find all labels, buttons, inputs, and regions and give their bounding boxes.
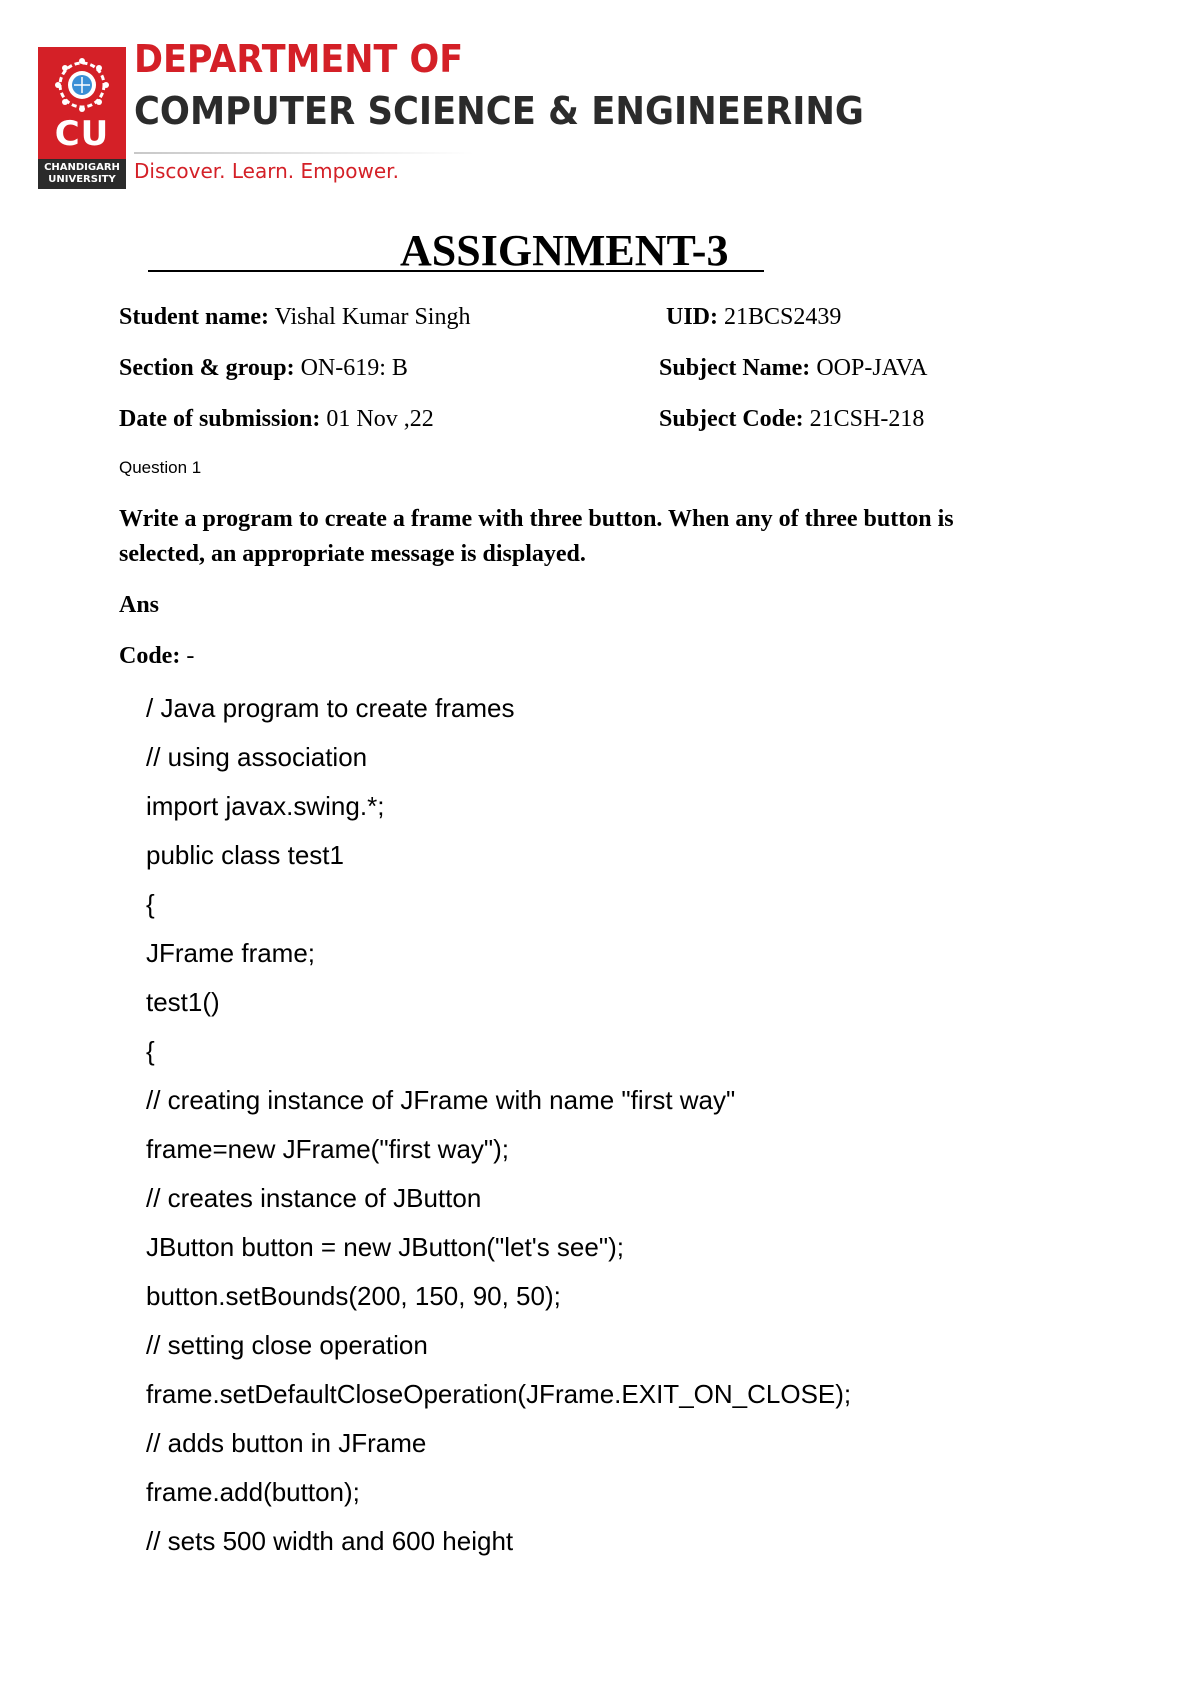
question-text: Write a program to create a frame with three button. When any of three button is selected, an appropriate message is displayed.	[119, 506, 954, 567]
section-row	[119, 353, 408, 383]
code-line: // sets 500 width and 600 height	[146, 1526, 514, 1556]
answer-label: Ans	[119, 592, 160, 618]
date-value: 01 Nov ,22	[326, 406, 434, 432]
department-title-line2: COMPUTER SCIENCE & ENGINEERING	[134, 89, 864, 133]
uid-value: 21BCS2439	[724, 304, 842, 330]
logo-university-label	[38, 159, 126, 189]
code-line: // creates instance of JButton	[146, 1183, 482, 1213]
subject-code-value: 21CSH-218	[809, 406, 925, 432]
code-line: // creating instance of JFrame with name "first way"	[146, 1085, 736, 1115]
code-line: frame=new JFrame("first way");	[146, 1134, 510, 1164]
code-line: public class test1	[146, 840, 344, 870]
code-line: button.setBounds(200, 150, 90, 50);	[146, 1281, 561, 1311]
section-label: Section & group:	[119, 355, 295, 381]
code-line: frame.add(button);	[146, 1477, 360, 1507]
code-line: // setting close operation	[146, 1330, 428, 1360]
code-line: / Java program to create frames	[146, 693, 515, 723]
subject-code-label: Subject Code:	[659, 406, 804, 432]
logo-subtext-1: CHANDIGARH	[44, 162, 120, 173]
student-name-value: Vishal Kumar Singh	[274, 304, 471, 330]
subject-name-row	[659, 353, 927, 383]
uid-row	[666, 302, 841, 332]
code-line: {	[146, 1036, 155, 1066]
code-label-suffix: -	[180, 643, 195, 669]
uid-label: UID:	[666, 304, 718, 330]
gear-emblem-icon	[52, 55, 112, 115]
question-number: Question 1	[119, 458, 202, 477]
header-divider	[134, 152, 474, 154]
logo-subtext-2: UNIVERSITY	[48, 174, 116, 185]
department-title-line1: DEPARTMENT OF	[134, 37, 464, 81]
code-line: import javax.swing.*;	[146, 791, 385, 821]
logo-text: CU	[54, 114, 110, 154]
code-label: Code:	[119, 643, 181, 669]
date-label: Date of submission:	[119, 406, 321, 432]
student-name-row	[119, 302, 470, 332]
code-line: JFrame frame;	[146, 938, 316, 968]
code-heading	[119, 641, 194, 671]
student-name-label: Student name:	[119, 304, 270, 330]
code-line: {	[146, 889, 155, 919]
section-value: ON-619: B	[300, 355, 408, 381]
subject-name-value: OOP-JAVA	[816, 355, 928, 381]
code-line: JButton button = new JButton("let's see");	[146, 1232, 624, 1262]
tagline: Discover. Learn. Empower.	[134, 159, 399, 183]
code-line: frame.setDefaultCloseOperation(JFrame.EXIT_ON_CLOSE);	[146, 1379, 852, 1409]
date-row	[119, 404, 434, 434]
page-title: ASSIGNMENT-3	[400, 226, 729, 275]
code-line: // using association	[146, 742, 368, 772]
subject-code-row	[659, 404, 924, 434]
university-logo	[38, 47, 126, 189]
subject-name-label: Subject Name:	[659, 355, 811, 381]
code-line: test1()	[146, 987, 220, 1017]
code-line: // adds button in JFrame	[146, 1428, 427, 1458]
